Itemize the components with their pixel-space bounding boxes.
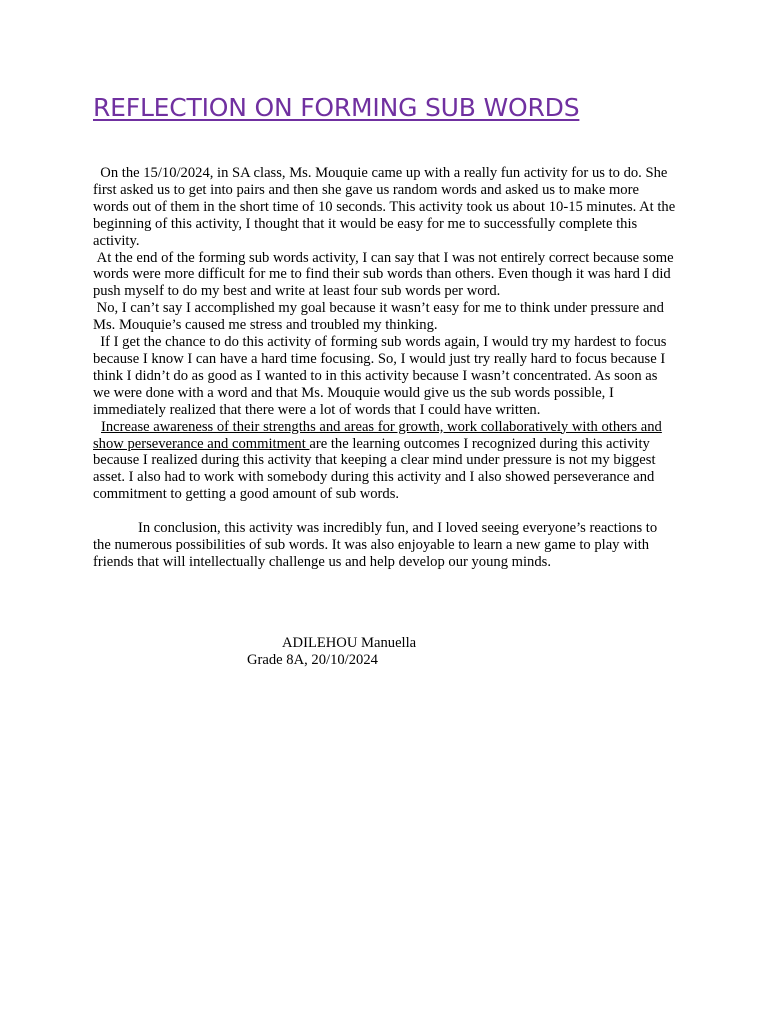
paragraph-learning-outcomes bbox=[93, 419, 678, 504]
signature-grade-date: Grade 8A, 20/10/2024 bbox=[247, 652, 378, 668]
paragraph-end-of-activity: At the end of the forming sub words activity, I can say that I was not entirely correct because some words were more difficult for me to find their sub words than others. Even though it was hard I did push myself to do my best and write at least four sub words per word. bbox=[93, 249, 678, 300]
paragraph-goal: No, I can’t say I accomplished my goal because it wasn’t easy for me to think under pressure and Ms. Mouquie’s caused me stress and troubled my thinking. bbox=[93, 300, 668, 334]
signature-name: ADILEHOU Manuella bbox=[282, 635, 417, 651]
paragraph-conclusion: In conclusion, this activity was incredibly fun, and I loved seeing everyone’s reactions to the numerous possibilities of sub words. It was also enjoyable to learn a new game to play with friends that will intellectually challenge us and help develop our young minds. bbox=[93, 520, 658, 570]
document-body bbox=[93, 165, 678, 571]
document-title: REFLECTION ON FORMING SUB WORDS bbox=[93, 93, 580, 122]
paragraph-introduction: On the 15/10/2024, in SA class, Ms. Mouquie came up with a really fun activity for us to do. She first asked us to get into pairs and then she gave us random words and asked us to make more words out of them in the short time of 10 seconds. This activity took us about 10-15 minutes. At the beginning of this activity, I thought that it would be easy for me to successfully complete this activity. bbox=[93, 165, 679, 249]
paragraph-spacer bbox=[93, 503, 678, 520]
paragraph-next-time: If I get the chance to do this activity of forming sub words again, I would try my hardest to focus because I know I can have a hard time focusing. So, I would just try really hard to focus because I think I didn’t do as good as I wanted to in this activity because I wasn’t concentrated. As soon as we were done with a word and that Ms. Mouquie would give us the sub words possible, I immediately realized that there were a lot of words that I could have written. bbox=[93, 334, 671, 418]
learning-outcomes-text: are the learning outcomes I recognized during this activity because I realized during this activity that keeping a clear mind under pressure is not my biggest asset. I also had to work with somebody during this activity and I also showed perseverance and commitment to getting a good amount of sub words. bbox=[93, 435, 656, 503]
learning-outcomes-underlined: Increase awareness of their strengths and areas for growth, work collaboratively with others and show perseverance and commitment bbox=[93, 418, 662, 452]
